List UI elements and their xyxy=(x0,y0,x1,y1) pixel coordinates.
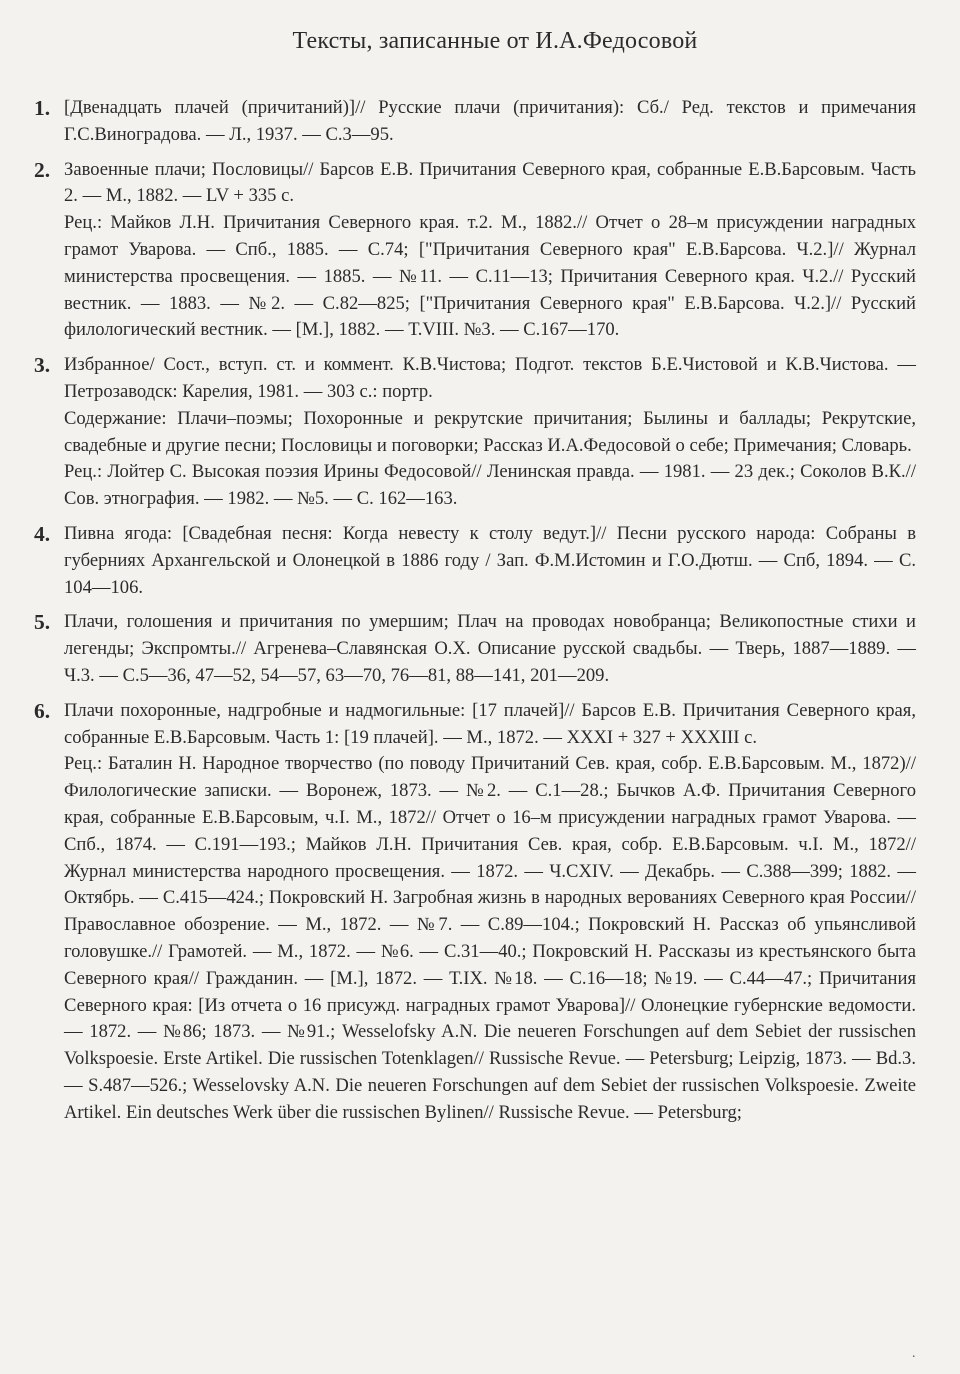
bibliography-entry xyxy=(34,609,916,689)
entry-number: 6. xyxy=(34,698,51,723)
entry-paragraph: [Двенадцать плачей (причитаний)]// Русские плачи (причитания): Сб./ Ред. текстов и примечания Г.С.Виноградова. — Л., 1937. — С.3—95. xyxy=(64,97,916,145)
review-paragraph: Рец.: Лойтер С. Высокая поэзия Ирины Федосовой// Ленинская правда. — 1981. — 23 дек.; Соколов В.К.// Сов. этнография. — 1982. — №5. — С. 162—163. xyxy=(64,461,916,510)
entry-paragraph: Плачи похоронные, надгробные и надмогильные: [17 плачей]// Барсов Е.В. Причитания Северного края, собранные Е.В.Барсовым. Часть 1: [19 плачей]. — М., 1872. — XXXI + 327 + XXXIII с. xyxy=(64,699,916,748)
contents-paragraph: Содержание: Плачи–поэмы; Похоронные и рекрутские причитания; Былины и баллады; Рекрутские, свадебные и другие песни; Пословицы и поговорки; Рассказ И.А.Федосовой о себе; Примечания; Словарь. xyxy=(64,407,916,456)
entry-paragraph: Избранное/ Сост., вступ. ст. и коммент. К.В.Чистова; Подгот. текстов Б.Е.Чистовой и К.В.Чистова. — Петрозаводск: Карелия, 1981. — 303 с.: портр. xyxy=(64,354,916,402)
bibliography-entry xyxy=(34,95,916,149)
entry-paragraph: Завоенные плачи; Пословицы// Барсов Е.В. Причитания Северного края, собранные Е.В.Барсовым. Часть 2. — М., 1882. — LV + 335 с. xyxy=(64,158,916,207)
entry-number: 1. xyxy=(34,96,51,120)
entry-body xyxy=(64,698,916,1127)
bibliography-entry xyxy=(34,698,916,1127)
entry-body xyxy=(64,521,916,601)
entry-body xyxy=(64,352,916,513)
entry-number: 3. xyxy=(34,353,51,378)
review-paragraph: Рец.: Майков Л.Н. Причитания Северного края. т.2. М., 1882.// Отчет о 28–м присуждении наградных грамот Уварова. — Спб., 1885. — С.74; ["Причитания Северного края" Е.В.Барсова. Ч.2.]// Журнал министерства просвещения. — 1885. — №11. — С.11—13; Причитания Северного края. Ч.2.// Русский вестник. — 1883. — №2. — С.82—825; ["Причитания Северного края" Е.В.Барсова. Ч.2.]// Русский филологический вестник. — [М.], 1882. — Т.VIII. №3. — С.167—170. xyxy=(64,212,916,341)
bibliography-entry xyxy=(34,521,916,601)
entry-body xyxy=(64,609,916,689)
entry-paragraph: Пивна ягода: [Свадебная песня: Когда невесту к столу ведут.]// Песни русского народа: Собраны в губерниях Архангельской и Олонецкой в 1886 году / Зап. Ф.М.Истомин и Г.О.Дютш. — Спб, 1894. — С. 104—106. xyxy=(64,522,916,598)
entry-body xyxy=(64,157,916,345)
entry-body xyxy=(64,95,916,149)
entry-number: 2. xyxy=(34,157,51,182)
entry-paragraph: Плачи, голошения и причитания по умершим; Плач на проводах новобранца; Великопостные стихи и легенды; Экспромты.// Агренева–Славянская О.Х. Описание русской свадьбы. — Тверь, 1887—1889. — Ч.3. — С.5—36, 47—52, 54—57, 63—70, 76—81, 88—141, 201—209. xyxy=(64,611,916,686)
bibliography-entry xyxy=(34,352,916,513)
entry-number: 4. xyxy=(34,521,51,546)
page-title: Тексты, записанные от И.А.Федосовой xyxy=(292,28,698,54)
review-paragraph: Рец.: Баталин Н. Народное творчество (по поводу Причитаний Сев. края, собр. Е.В.Барсовым. М., 1872)// Филологические записки. — Воронеж, 1873. — №2. — С.1—28.; Бычков А.Ф. Причитания Северного края, собранные Е.В.Барсовым, ч.I. М., 1872// Отчет о 16–м присуждении наградных грамот Уварова. — Спб., 1874. — С.191—193.; Майков Л.Н. Причитания Сев. края, собр. Е.В.Барсовым. ч.I. М., 1872// Журнал министерства народного просвещения. — 1872. — Ч.CXIV. — Декабрь. — С.388—399; 1882. — Октябрь. — С.415—424.; Покровский Н. Загробная жизнь в народных верованиях Северного края России// Православное обозрение. — М., 1872. — №7. — С.89—104.; Покровский Н. Рассказ об упьянсливой головушке.// Грамотей. — М., 1872. — №6. — С.31—40.; Покровский Н. Рассказы из крестьянского быта Северного края// Гражданин. — [М.], 1872. — Т.IX. №18. — С.16—18; №19. — С.44—47.; Причитания Северного края: [Из отчета о 16 присужд. наградных грамот Уварова]// Олонецкие губернские ведомости. — 1872. — №86; 1873. — №91.; Wesselofsky A.N. Die neueren Forschungen auf dem Sebiet der russischen Volkspoesie. Erste Artikel. Die russischen Totenklagen// Russische Revue. — Petersburg; Leipzig, 1873. — Bd.3. — S.487—526.; Wesselovsky A.N. Die neueren Forschungen auf dem Sebiet der russischen Volkspoesie. Zweite Artikel. Ein deutsches Werk über die russischen Bylinen// Russische Revue. — Petersburg; xyxy=(64,753,916,1123)
entry-number: 5. xyxy=(34,610,51,635)
page-continuation-mark: · xyxy=(911,1350,916,1365)
bibliography-entry xyxy=(34,157,916,345)
